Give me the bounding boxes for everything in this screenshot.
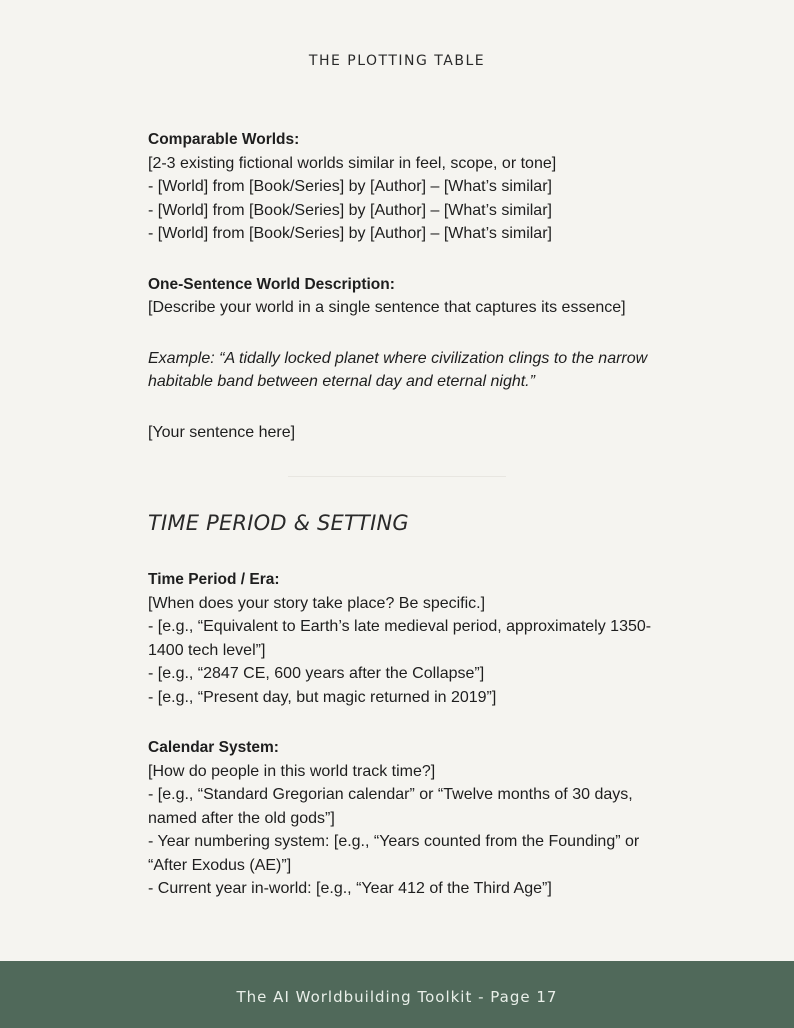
one-sentence-label: One-Sentence World Description: [148,275,395,293]
upper-content [148,128,678,444]
comparable-worlds-label: Comparable Worlds: [148,131,300,148]
list-item: - [World] from [Book/Series] by [Author] – [What’s similar] [148,201,552,219]
comparable-worlds-instruction: [2-3 existing fictional worlds similar in feel, scope, or tone] [148,154,557,172]
time-period-label: Time Period / Era: [148,571,280,588]
list-item: - [e.g., “Standard Gregorian calendar” or “Twelve months of 30 days, named after the old gods”] [148,786,633,827]
footer-text: The AI Worldbuilding Toolkit - Page 17 [236,988,558,1006]
time-period-instruction: [When does your story take place? Be specific.] [148,594,486,612]
sentence-placeholder: [Your sentence here] [148,423,296,441]
list-item: - Year numbering system: [e.g., “Years counted from the Founding” or “After Exodus (AE)”] [148,833,640,874]
section-divider [288,476,506,477]
example-line-1: Example: “A tidally locked planet where civilization clings to the narrow [148,349,648,367]
list-item: - Current year in-world: [e.g., “Year 412 of the Third Age”] [148,880,552,897]
page-header-title: THE PLOTTING TABLE [308,53,486,69]
list-item: - [e.g., “Equivalent to Earth’s late medieval period, approximately 1350-1400 tech level”] [148,618,652,659]
example-line-2: habitable band between eternal day and eternal night.” [148,373,535,390]
list-item: - [e.g., “2847 CE, 600 years after the Collapse”] [148,665,485,682]
list-item: - [World] from [Book/Series] by [Author] – [What’s similar] [148,225,552,242]
list-item: - [e.g., “Present day, but magic returned in 2019”] [148,688,497,706]
calendar-instruction: [How do people in this world track time?] [148,762,436,780]
one-sentence-instruction: [Describe your world in a single sentence that captures its essence] [148,299,626,316]
section-heading: TIME PERIOD & SETTING [148,511,409,535]
calendar-label: Calendar System: [148,739,279,756]
lower-content [148,568,678,901]
list-item: - [World] from [Book/Series] by [Author] – [What’s similar] [148,178,552,195]
page-footer [0,961,794,1028]
